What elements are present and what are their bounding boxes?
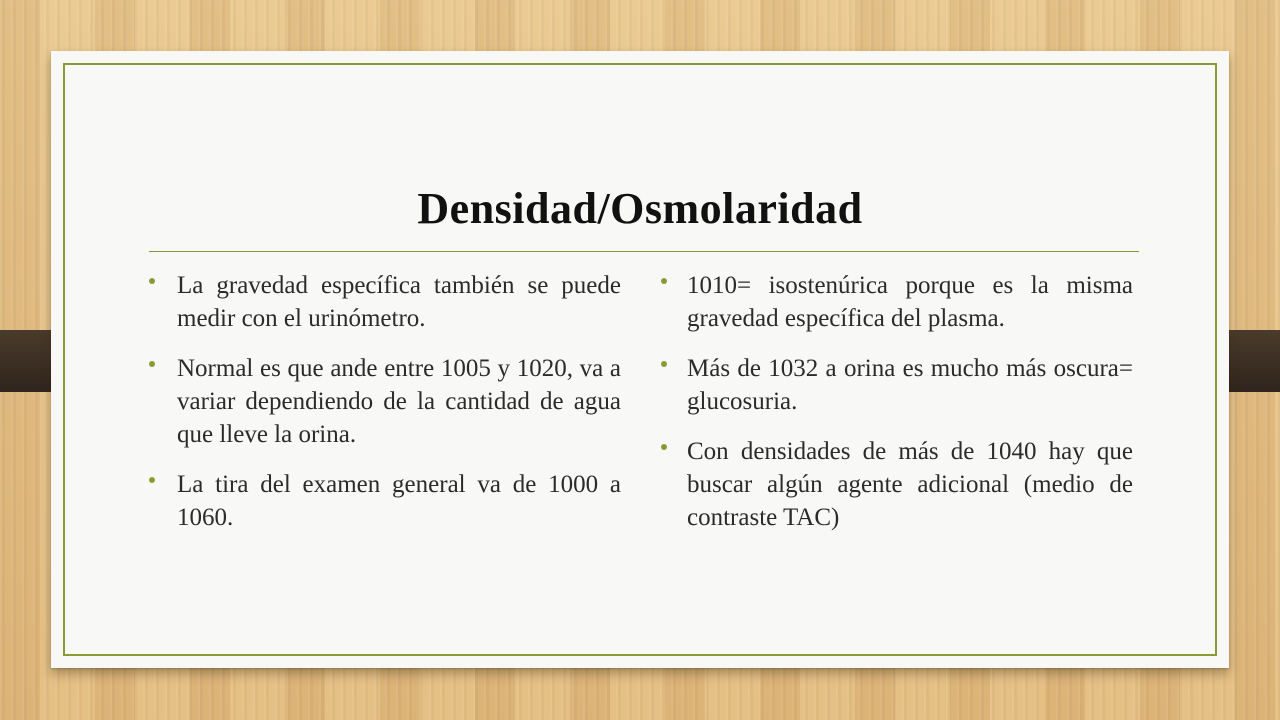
list-item (661, 352, 1133, 418)
bullet-text: Normal es que ande entre 1005 y 1020, va a variar dependiendo de la cantidad de agua que lleve la orina. (177, 355, 621, 448)
list-item (661, 269, 1133, 335)
list-item (149, 352, 621, 451)
list-item (149, 468, 621, 534)
right-bullet-list (661, 269, 1133, 534)
bullet-dot-icon (149, 361, 155, 367)
title-divider (149, 251, 1139, 252)
bullet-dot-icon (661, 444, 667, 450)
left-column (149, 269, 621, 551)
left-bullet-list (149, 269, 621, 534)
list-item (149, 269, 621, 335)
bullet-dot-icon (149, 477, 155, 483)
right-column (661, 269, 1133, 551)
list-item (661, 435, 1133, 534)
bullet-text: La gravedad específica también se puede medir con el urinómetro. (177, 272, 621, 332)
slide-card (51, 51, 1229, 668)
bullet-text: Con densidades de más de 1040 hay que buscar algún agente adicional (medio de contraste TAC) (687, 438, 1133, 531)
bullet-text: La tira del examen general va de 1000 a 1060. (177, 471, 621, 531)
bullet-dot-icon (149, 278, 155, 284)
bullet-dot-icon (661, 361, 667, 367)
bullet-text: Más de 1032 a orina es mucho más oscura= glucosuria. (687, 355, 1133, 415)
bullet-dot-icon (661, 278, 667, 284)
bullet-text: 1010= isostenúrica porque es la misma gravedad específica del plasma. (687, 272, 1133, 332)
slide-title: Densidad/Osmolaridad (417, 184, 863, 233)
